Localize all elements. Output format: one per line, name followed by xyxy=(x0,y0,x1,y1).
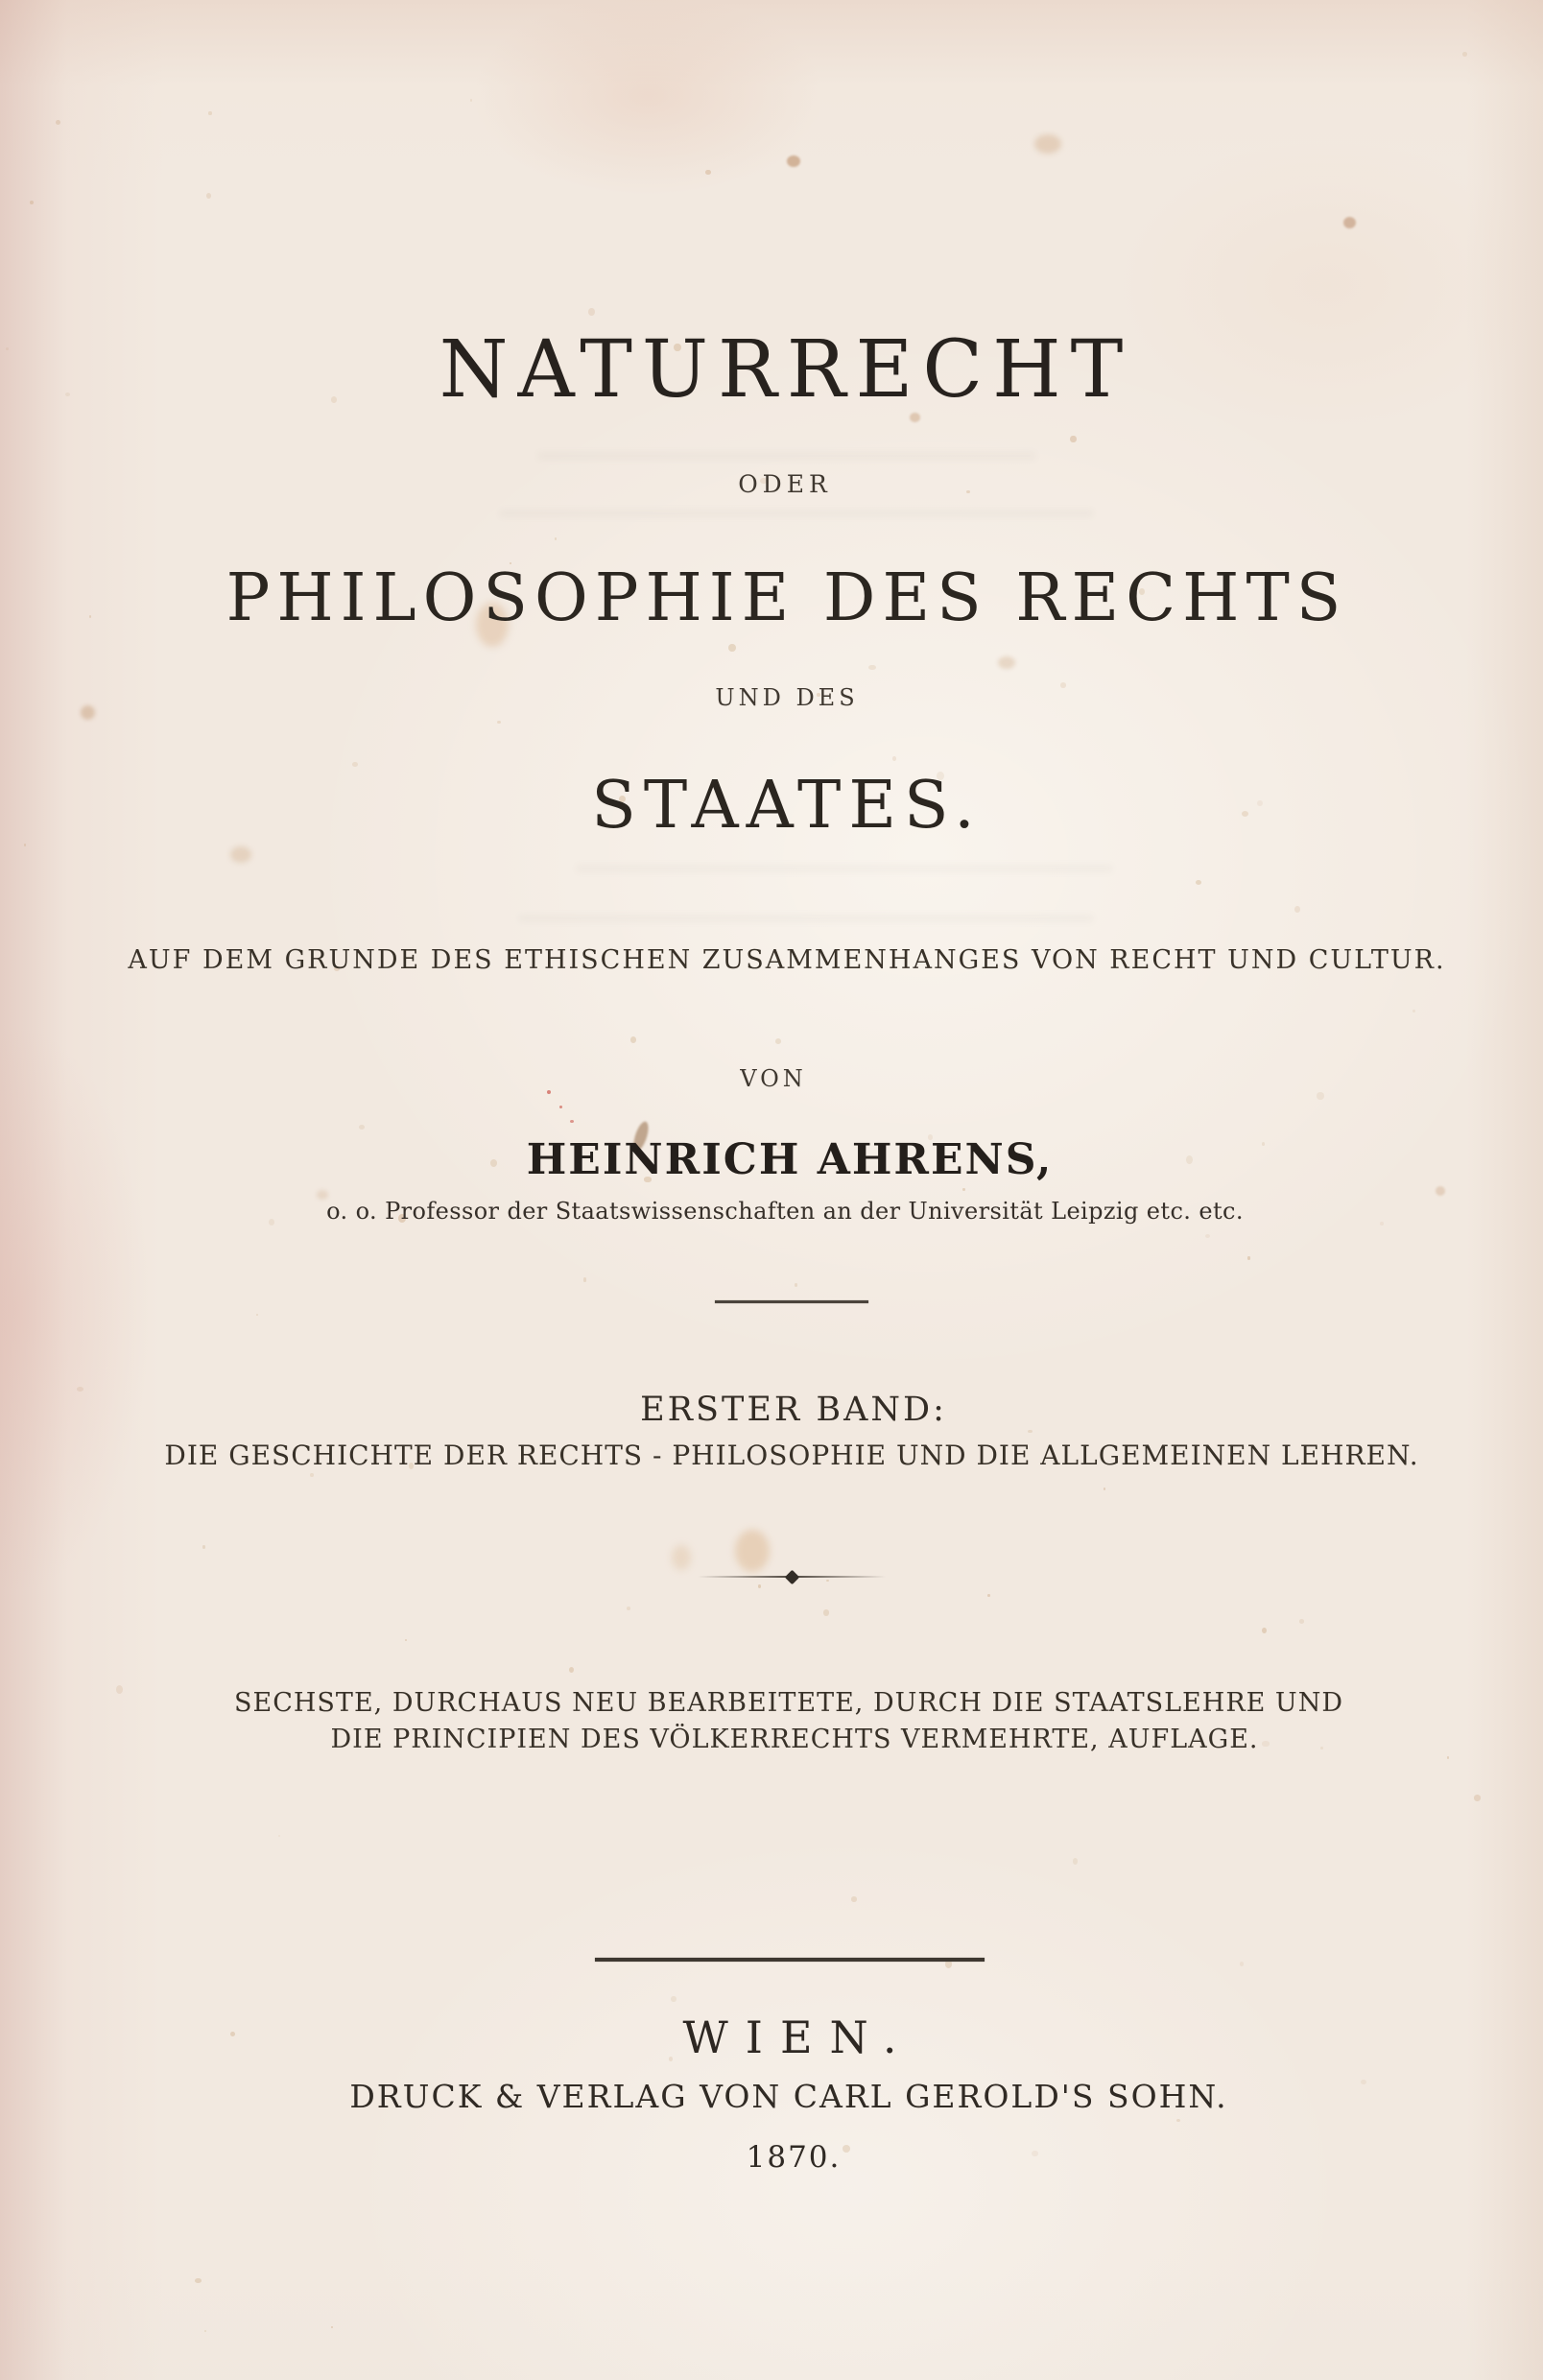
subtitle-philosophie: PHILOSOPHIE DES RECHTS xyxy=(226,560,1348,636)
paper-speck xyxy=(1462,52,1467,57)
paper-speck xyxy=(1262,1142,1265,1146)
book-title: NATURRECHT xyxy=(439,324,1133,416)
paper-speck xyxy=(758,1584,761,1587)
paper-speck xyxy=(256,1314,259,1317)
byline-label: VON xyxy=(740,1065,807,1092)
paper-speck xyxy=(1262,1628,1267,1633)
paper-speck xyxy=(795,1283,798,1287)
paper-speck xyxy=(1032,2151,1038,2155)
red-speck xyxy=(559,1106,562,1108)
paper-speck xyxy=(89,615,92,618)
title-connector-oder: ODER xyxy=(738,470,832,498)
paper-speck xyxy=(208,111,212,114)
divider-rule-long xyxy=(595,1958,985,1962)
paper-speck xyxy=(195,2278,202,2284)
paper-speck xyxy=(30,201,34,205)
foxing-stain xyxy=(1034,134,1061,154)
imprint-city: WIEN. xyxy=(682,2011,914,2063)
paper-speck xyxy=(116,1685,123,1694)
paper-speck xyxy=(1104,1488,1105,1490)
paper-speck xyxy=(405,1639,407,1641)
paper-speck xyxy=(359,1125,365,1130)
bleedthrough-mark xyxy=(499,509,1094,518)
paper-speck xyxy=(497,721,502,725)
paper-speck xyxy=(1028,1430,1033,1434)
paper-speck xyxy=(1262,1741,1269,1746)
foxing-stain xyxy=(998,656,1015,669)
paper-speck xyxy=(851,1896,857,1901)
foxing-stain xyxy=(81,705,95,720)
paper-speck xyxy=(1317,1092,1324,1101)
motto-line: AUF DEM GRUNDE DES ETHISCHEN ZUSAMMENHANGES VON RECHT UND CULTUR. xyxy=(128,945,1446,975)
diamond-icon xyxy=(784,1569,799,1584)
paper-speck xyxy=(1073,1858,1078,1864)
paper-speck xyxy=(966,490,969,493)
subtitle-connector-und-des: UND DES xyxy=(715,684,859,711)
paper-speck xyxy=(669,2057,673,2061)
paper-speck xyxy=(962,1188,965,1191)
paper-speck xyxy=(56,120,60,125)
paper-speck xyxy=(728,644,736,652)
paper-speck xyxy=(1247,1256,1251,1259)
paper-speck xyxy=(1060,682,1066,687)
ornament-bar-left xyxy=(698,1576,786,1578)
paper-speck xyxy=(331,2326,333,2328)
subtitle-staates: STAATES. xyxy=(591,768,983,844)
paper-speck xyxy=(1299,1619,1305,1624)
volume-heading: ERSTER BAND: xyxy=(640,1391,947,1429)
paper-speck xyxy=(1447,1756,1450,1759)
paper-speck xyxy=(569,1667,574,1673)
paper-speck xyxy=(583,1277,586,1281)
imprint-publisher: DRUCK & VERLAG VON CARL GEROLD'S SOHN. xyxy=(349,2078,1228,2115)
paper-speck xyxy=(1242,811,1249,817)
foxing-stain xyxy=(1436,1186,1445,1196)
divider-rule-short xyxy=(715,1300,868,1303)
paper-speck xyxy=(868,665,876,671)
foxing-stain xyxy=(230,846,251,863)
paper-speck xyxy=(1196,880,1201,885)
paper-speck xyxy=(1361,2080,1366,2084)
imprint-year: 1870. xyxy=(746,2140,842,2175)
author-name: HEINRICH AHRENS, xyxy=(526,1135,1054,1184)
paper-speck xyxy=(269,1219,274,1226)
paper-speck xyxy=(671,1996,677,2002)
paper-speck xyxy=(1294,906,1300,913)
bleedthrough-mark xyxy=(576,864,1113,873)
paper-speck xyxy=(555,537,557,540)
paper-speck xyxy=(630,1036,636,1042)
paper-speck xyxy=(310,1473,314,1478)
paper-speck xyxy=(1320,1747,1323,1749)
paper-speck xyxy=(331,396,337,403)
paper-speck xyxy=(352,762,358,767)
paper-speck xyxy=(1240,1962,1244,1966)
paper-speck xyxy=(470,99,473,102)
foxing-stain xyxy=(787,155,800,167)
paper-speck xyxy=(705,170,710,175)
bleedthrough-mark xyxy=(518,914,1094,923)
paper-speck xyxy=(24,844,27,846)
volume-description: DIE GESCHICHTE DER RECHTS - PHILOSOPHIE UND DIE ALLGEMEINEN LEHREN. xyxy=(164,1440,1419,1471)
red-speck xyxy=(547,1090,551,1094)
foxing-stain xyxy=(1343,217,1356,228)
paper-speck xyxy=(1412,1010,1415,1012)
paper-speck xyxy=(1176,2119,1180,2122)
paper-speck xyxy=(65,393,70,396)
paper-speck xyxy=(987,1594,989,1597)
ornament-divider xyxy=(698,1570,886,1583)
paper-speck xyxy=(278,1835,280,1837)
paper-speck xyxy=(1474,1795,1482,1801)
paper-speck xyxy=(230,2032,235,2036)
paper-speck xyxy=(206,193,211,199)
paper-speck xyxy=(775,1038,781,1044)
paper-speck xyxy=(1380,1222,1383,1226)
paper-speck xyxy=(1257,800,1262,806)
paper-speck xyxy=(627,1606,631,1610)
paper-speck xyxy=(1205,1234,1210,1238)
paper-speck xyxy=(204,2330,207,2332)
paper-speck xyxy=(202,1545,205,1549)
paper-speck xyxy=(588,308,595,316)
edition-line-2: DIE PRINCIPIEN DES VÖLKERRECHTS VERMEHRTE, AUFLAGE. xyxy=(330,1725,1259,1754)
author-title: o. o. Professor der Staatswissenschaften an der Universität Leipzig etc. etc. xyxy=(326,1198,1244,1225)
red-speck xyxy=(570,1120,574,1123)
foxing-stain xyxy=(672,1545,691,1570)
edition-line-1: SECHSTE, DURCHAUS NEU BEARBEITETE, DURCH DIE STAATSLEHRE UND xyxy=(234,1688,1343,1718)
ornament-bar-right xyxy=(798,1576,887,1578)
paper-speck xyxy=(490,1159,497,1167)
paper-speck xyxy=(6,347,9,351)
paper-speck xyxy=(843,2145,850,2153)
paper-speck xyxy=(1186,1155,1193,1164)
paper-speck xyxy=(892,756,896,761)
paper-speck xyxy=(1070,436,1076,443)
paper-speck xyxy=(77,1387,83,1392)
bleedthrough-mark xyxy=(537,451,1036,461)
paper-speck xyxy=(823,1609,830,1616)
foxing-stain xyxy=(735,1530,770,1572)
